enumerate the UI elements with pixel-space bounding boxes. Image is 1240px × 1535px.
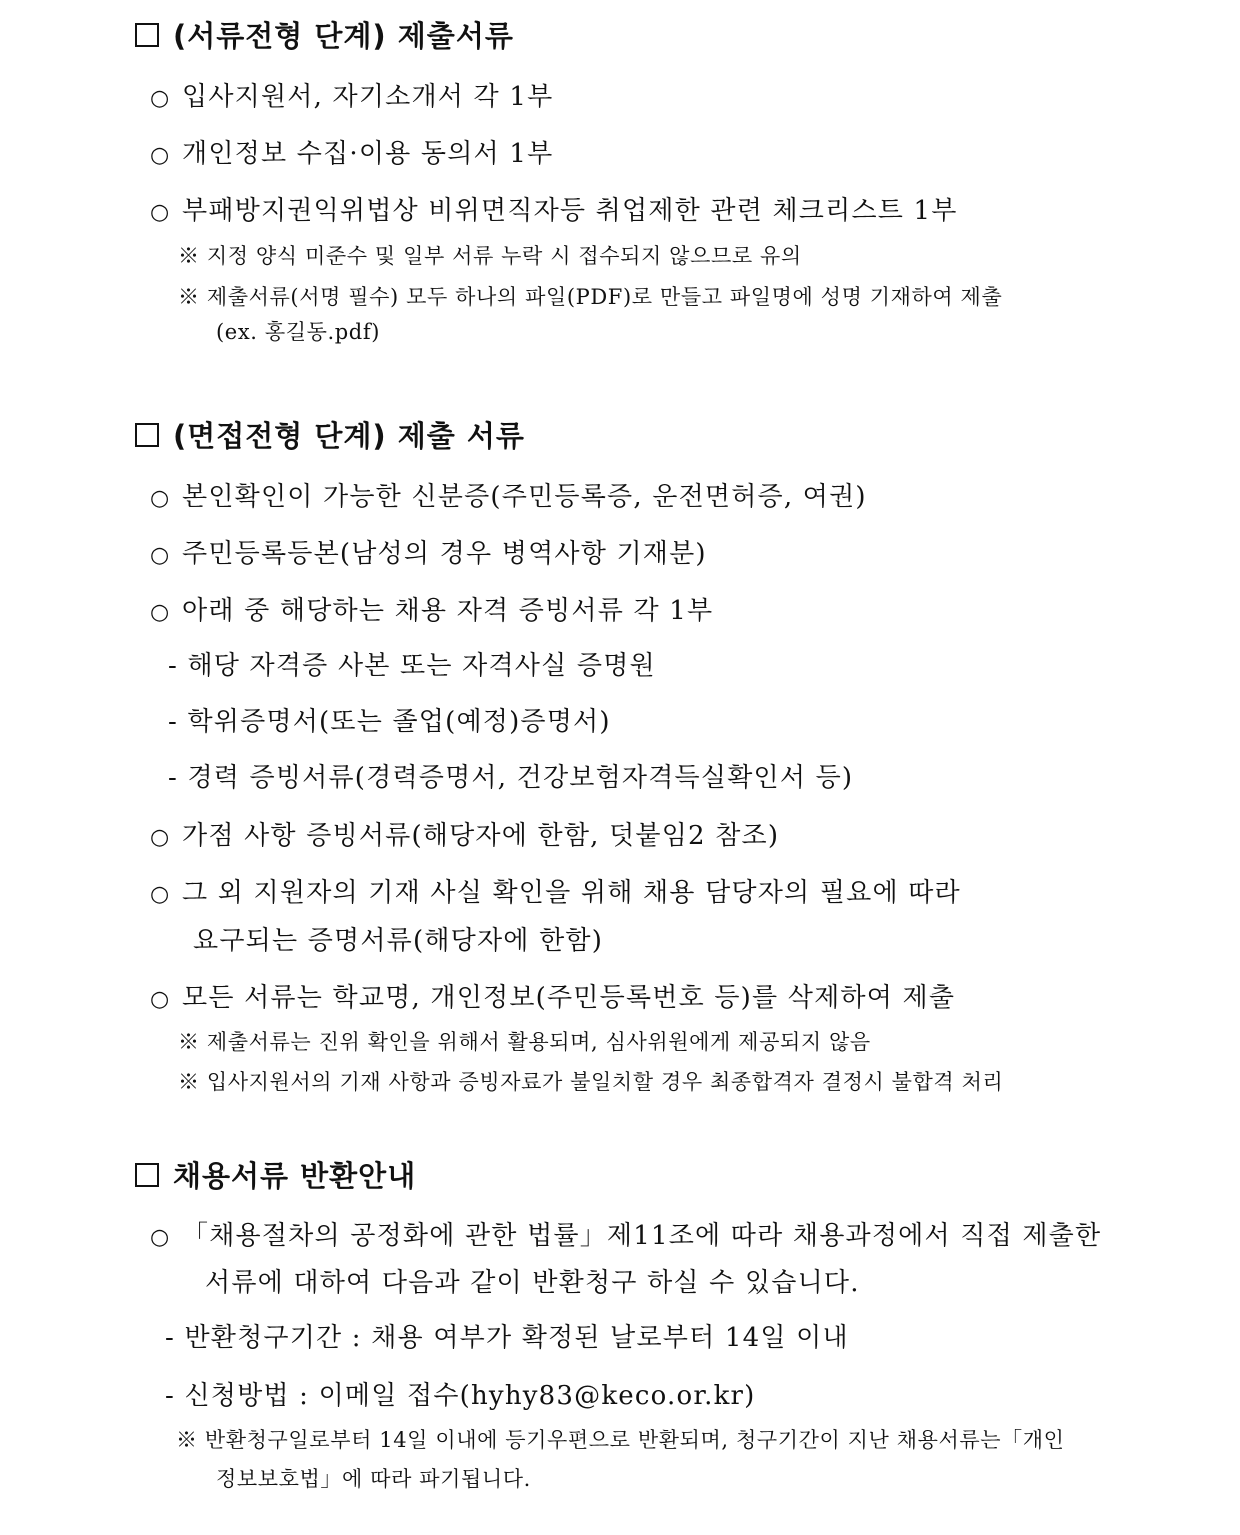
list-item-continuation: 요구되는 증명서류(해당자에 한함) [193,926,604,956]
section-title: (서류전형 단계) 제출서류 [173,19,514,53]
note: ※ 지정 양식 미준수 및 일부 서류 누락 시 접수되지 않으므로 유의 [178,244,802,268]
list-item [150,1215,1101,1252]
sub-list-item: - 반환청구기간 : 채용 여부가 확정된 날로부터 14일 이내 [165,1323,849,1353]
list-item [150,872,961,909]
section-title: (면접전형 단계) 제출 서류 [173,419,525,453]
circle-bullet-icon: ○ [150,987,171,1012]
list-item [150,476,867,513]
list-item-text: 주민등록등본(남성의 경우 병역사항 기재분) [182,539,707,569]
note-continuation: 정보보호법」에 따라 파기됩니다. [216,1467,531,1491]
section-title: 채용서류 반환안내 [173,1159,417,1193]
list-item-text: 입사지원서, 자기소개서 각 1부 [182,82,554,112]
circle-bullet-icon: ○ [150,825,171,850]
sub-list-item: - 경력 증빙서류(경력증명서, 건강보험자격득실확인서 등) [168,763,854,793]
list-item [150,533,707,570]
list-item-text: 본인확인이 가능한 신분증(주민등록증, 운전면허증, 여권) [182,482,867,512]
list-item [150,133,553,170]
circle-bullet-icon: ○ [150,600,171,625]
list-item-text: 개인정보 수집·이용 동의서 1부 [182,139,554,169]
list-item-text: 그 외 지원자의 기재 사실 확인을 위해 채용 담당자의 필요에 따라 [182,878,961,908]
list-item-text: 부패방지권익위법상 비위면직자등 취업제한 관련 체크리스트 1부 [182,196,958,226]
list-item [150,815,779,852]
section-heading-interview [135,414,525,455]
note: ※ 반환청구일로부터 14일 이내에 등기우편으로 반환되며, 청구기간이 지난 채용서류는「개인 [176,1428,1065,1452]
note: ※ 입사지원서의 기재 사항과 증빙자료가 불일치할 경우 최종합격자 결정시 불합격 처리 [178,1070,1004,1094]
list-item-continuation: 서류에 대하여 다음과 같이 반환청구 하실 수 있습니다. [205,1268,860,1298]
checkbox-square-icon [135,23,159,47]
list-item-text: 「채용절차의 공정화에 관한 법률」제11조에 따라 채용과정에서 직접 제출한 [182,1221,1102,1251]
list-item-text: 모든 서류는 학교명, 개인정보(주민등록번호 등)를 삭제하여 제출 [182,983,956,1013]
section-heading-document-return [135,1154,416,1195]
circle-bullet-icon: ○ [150,86,171,111]
sub-list-item: - 학위증명서(또는 졸업(예정)증명서) [168,707,611,737]
circle-bullet-icon: ○ [150,486,171,511]
checkbox-square-icon [135,1163,159,1187]
note-continuation: (ex. 홍길동.pdf) [216,320,380,344]
section-heading-document-screening [135,14,514,55]
list-item [150,190,958,227]
list-item [150,977,955,1014]
list-item-text: 아래 중 해당하는 채용 자격 증빙서류 각 1부 [182,596,714,626]
circle-bullet-icon: ○ [150,1225,171,1250]
note: ※ 제출서류(서명 필수) 모두 하나의 파일(PDF)로 만들고 파일명에 성명 기재하여 제출 [178,285,1003,309]
note: ※ 제출서류는 진위 확인을 위해서 활용되며, 심사위원에게 제공되지 않음 [178,1030,871,1054]
circle-bullet-icon: ○ [150,143,171,168]
list-item [150,590,713,627]
list-item [150,76,553,113]
sub-list-item: - 신청방법 : 이메일 접수(hyhy83@keco.or.kr) [165,1381,756,1411]
circle-bullet-icon: ○ [150,200,171,225]
circle-bullet-icon: ○ [150,543,171,568]
circle-bullet-icon: ○ [150,882,171,907]
sub-list-item: - 해당 자격증 사본 또는 자격사실 증명원 [168,651,656,681]
checkbox-square-icon [135,423,159,447]
list-item-text: 가점 사항 증빙서류(해당자에 한함, 덧붙임2 참조) [182,821,780,851]
